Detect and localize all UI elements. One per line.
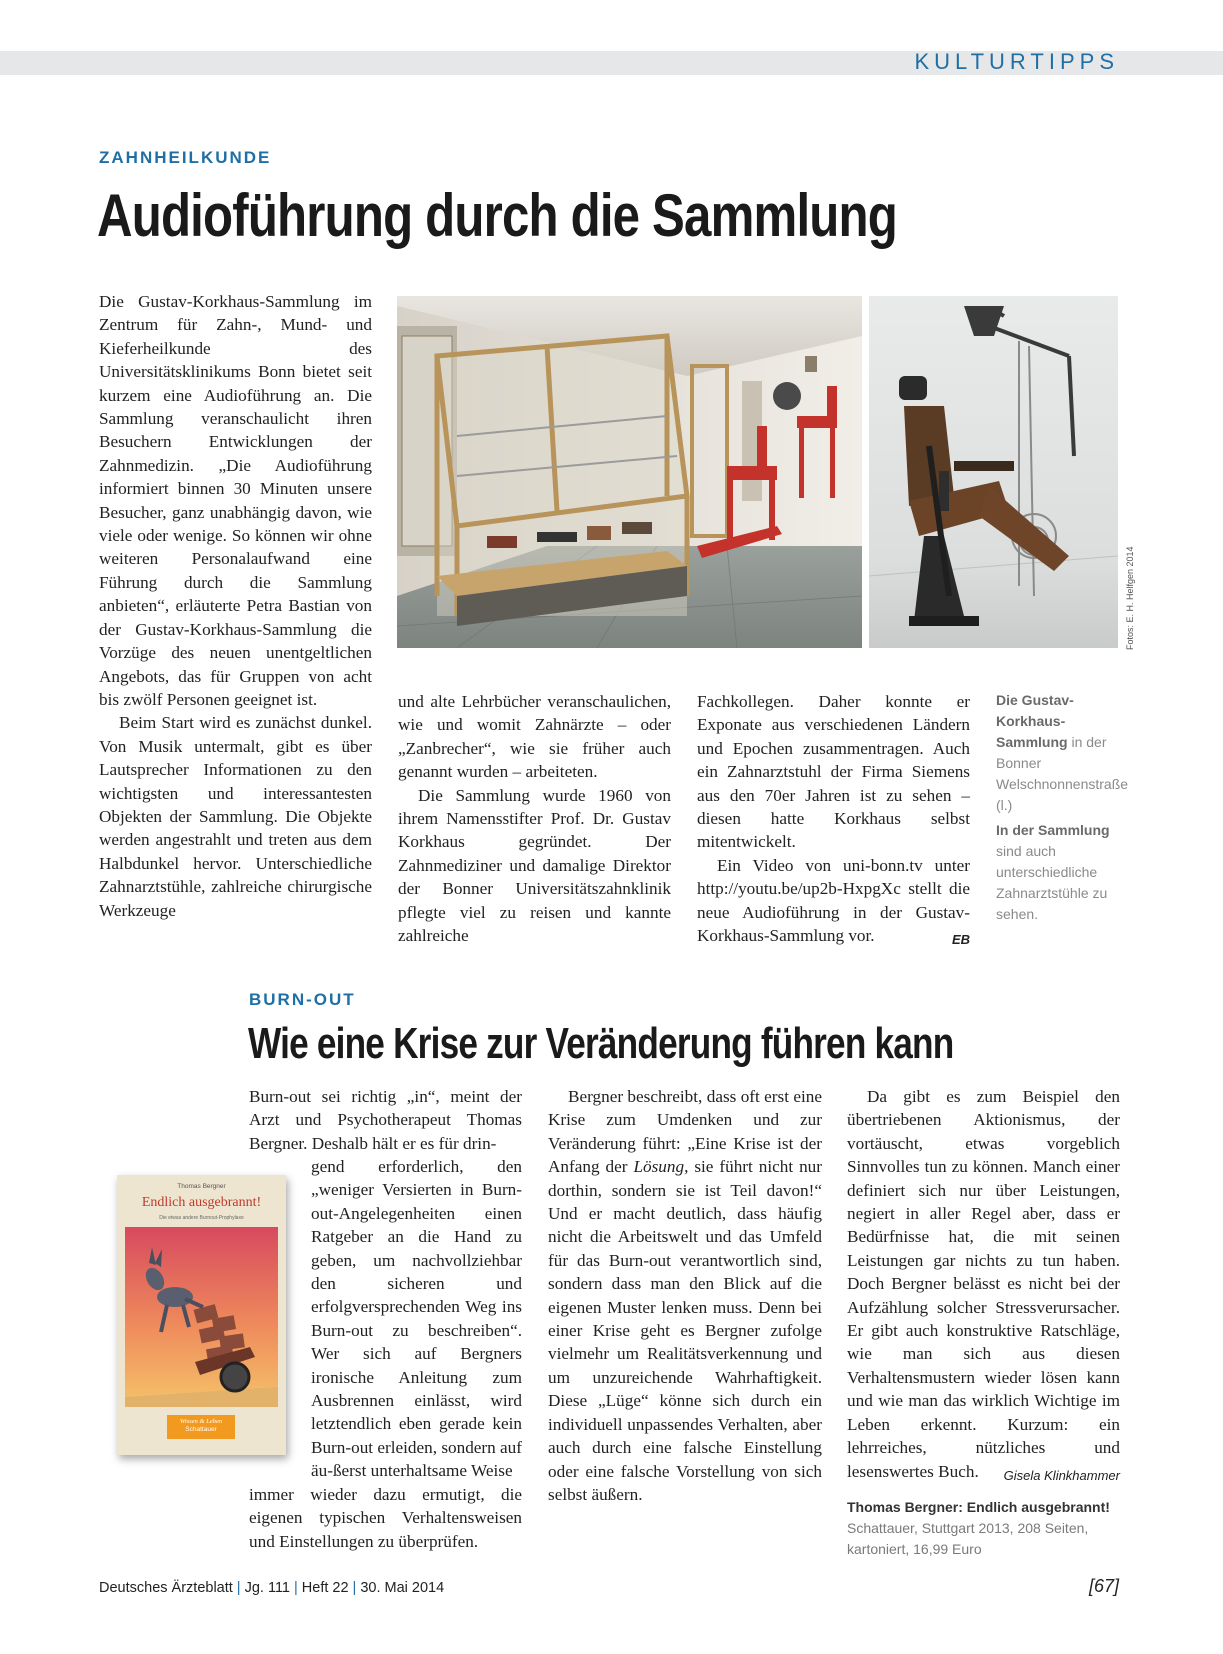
book-info <box>847 1497 1122 1560</box>
article2-col1-wrap: gend erforderlich, den „weniger Versierten in Burn-out-Angelegenheiten einen Ratgeber an die Hand zu geben, um nachvollziehbar den sicheren und erfolgversprechenden Weg ins Burn-out zu beschreiben“. Wer sich auf Bergners ironische Anleitung zum Ausbrennen einlässt, wird letztendlich eben gerade kein Burn-out erleiden, sondern auf äu-ßerst unterhaltsame Weise <box>311 1157 522 1481</box>
article1-col3-paragraph-2 <box>697 854 970 948</box>
article2-col3-text: Da gibt es zum Beispiel den übertriebenen Aktionismus, der vortäuscht, etwas vorgeblich Sinnvolles tun zu können. Manch einer definiert sich nur über Leistungen, negiert in aller Regel aber, dass er Bedürfnisse hat, die mit seinen Leistungen gar nichts zu tun haben. Doch Bergner belässt es nicht bei der Aufzählung solcher Stressverursacher. Er gibt auch konstruktive Ratschläge, wie man sich aus diesen Verhaltensmustern wieder lösen kann und wie man das wirklich Wichtige im Leben erkennt. Kurzum: ein lehrreiches, nützliches und lesenswertes Buch. <box>847 1087 1120 1481</box>
article1-col3-paragraph-1: Fachkollegen. Daher konnte er Exponate aus verschiedenen Ländern und Epochen zusammentragen. Auch ein Zahnarztstuhl der Firma Siemens aus den 70er Jahren ist zu sehen – diesen hatte Korkhaus selbst mitentwickelt. <box>697 692 970 852</box>
page-number: [67] <box>1088 1576 1119 1596</box>
footer-date: 30. Mai 2014 <box>360 1580 445 1596</box>
book-cover-illustration <box>125 1227 278 1407</box>
article1-col2-paragraph-2: Die Sammlung wurde 1960 von ihrem Namensstifter Prof. Dr. Gustav Korkhaus gegründet. Der Zahnmediziner und damalige Direktor der Bonner Universitätszahnklinik pflegte viel zu reisen und kannte zahlreiche <box>398 785 671 946</box>
article1-author: EB <box>951 932 970 948</box>
article2-kicker: BURN-OUT <box>249 990 356 1009</box>
footer-journal: Deutsches Ärzteblatt <box>99 1580 233 1596</box>
caption-1-bold: Die Gustav-Korkhaus-Sammlung <box>996 692 1074 750</box>
article1-col2-paragraph-1: und alte Lehrbücher veranschaulichen, wie und womit Zahnärzte – oder „Zanbrecher“, wie sie früher auch genannt wurden – arbeiteten. <box>398 692 671 782</box>
book-cover-subtitle: Die etwas andere Burnout-Prophylaxe <box>159 1215 244 1221</box>
photo-caption <box>996 690 1130 925</box>
footer-citation: Deutsches Ärzteblatt | Jg. 111 | Heft 22 | 30. Mai 2014 <box>99 1580 445 1596</box>
caption-1-text: in der Bonner Welschnonnenstraße (l.) <box>996 734 1129 813</box>
article2-col2-paragraph <box>548 1085 822 1506</box>
article2-col3-paragraph <box>847 1085 1120 1483</box>
article1-column-1 <box>99 290 372 922</box>
book-cover-title: Endlich ausgebrannt! <box>141 1195 262 1210</box>
footer-volume: Jg. 111 <box>244 1580 290 1596</box>
article1-col1-paragraph-1: Die Gustav-Korkhaus-Sammlung im Zentrum für Zahn-, Mund- und Kieferheilkunde des Universitätsklinikums Bonn bietet seit kurzem eine Audioführung an. Die Sammlung veranschaulicht ihren Besuchern Entwicklungen der Zahnmedizin. „Die Audioführung informiert binnen 30 Minuten unsere Besucher, ganz unabhängig davon, wie viele oder wenige. So können wir ohne weiteren Personalaufwand eine Führung durch die Sammlung anbieten“, erläuterte Petra Bastian von der Gustav-Korkhaus-Sammlung die Vorzüge des neuen unentgeltlichen Angebots, das für Gruppen von acht bis zwölf Personen geeignet ist. <box>99 292 372 709</box>
book-cover-publisher: Schattauer <box>185 1426 217 1433</box>
museum-room-photo <box>397 296 862 648</box>
article1-column-3 <box>697 690 970 951</box>
article1-column-2 <box>398 690 671 947</box>
book-cover-series: Wissen & Leben <box>179 1418 223 1425</box>
book-info-text: Schattauer, Stuttgart 2013, 208 Seiten, kartoniert, 16,99 Euro <box>847 1520 1089 1557</box>
caption-2-text: sind auch unterschiedliche Zahnarztstühle zu sehen. <box>996 843 1108 922</box>
caption-1 <box>996 690 1130 816</box>
article2-col2-italic: Lösung <box>633 1157 685 1177</box>
book-info-bold: Thomas Bergner: Endlich ausgebrannt! <box>847 1499 1110 1515</box>
article2-column-3 <box>847 1085 1120 1487</box>
article1-headline: Audioführung durch die Sammlung <box>97 182 898 249</box>
article1-kicker: ZAHNHEILKUNDE <box>99 148 272 167</box>
book-cover <box>117 1175 286 1455</box>
article2-col1-top: Burn-out sei richtig „in“, meint der Arzt und Psychotherapeut Thomas Bergner. Deshalb hält er es für drin- <box>249 1087 522 1153</box>
article2-col1-bottom: immer wieder dazu ermutigt, die eigenen typischen Verhaltensweisen und Einstellungen zu überprüfen. <box>249 1485 522 1551</box>
article2-author: Gisela Klinkhammer <box>1003 1467 1120 1483</box>
section-label: KULTURTIPPS <box>914 49 1119 74</box>
photo-credit: Fotos: E. H. Helfgen 2014 <box>1125 546 1135 650</box>
article2-col2-text-b: , sie führt nicht nur dorthin, sondern sie ist Teil davon!“ Und er macht deutlich, dass häufig nicht die Arbeitswelt und das Umfeld für das Burn-out verantwortlich sind, sondern dass man den Blick auf die eigenen Muster lenken muss. Denn bei einer Krise geht es Bergner zufolge vielmehr um Realitätsverkennung und um unzureichende Wahrhaftigkeit. Diese „Lüge“ könne sich durch ein individuell unpassendes Verhalten, aber auch durch eine falsche Einstellung oder eine falsche Vorstellung von sich selbst äußern. <box>548 1157 823 1504</box>
book-cover-publisher-badge <box>167 1415 235 1439</box>
dental-chair-illustration <box>869 296 1118 648</box>
dental-chair-photo <box>869 296 1118 648</box>
caption-2 <box>996 820 1130 925</box>
article1-col3-paragraph-2-text: Ein Video von uni-bonn.tv unter http://youtu.be/up2b-HxpgXc stellt die neue Audioführung in der Gustav-Korkhaus-Sammlung vor. <box>697 855 970 946</box>
article1-col1-paragraph-2: Beim Start wird es zunächst dunkel. Von Musik untermalt, gibt es über Lautsprecher Informationen zu den wichtigsten und interessantesten Objekten der Sammlung. Die Objekte werden angestrahlt und treten aus dem Halbdunkel hervor. Unterschiedliche Zahnarztstühle, zahlreiche chirurgische Werkzeuge <box>99 713 372 920</box>
article2-column-2 <box>548 1085 822 1506</box>
museum-room-illustration <box>397 296 862 648</box>
article2-col2-text-a: Bergner beschreibt, dass oft erst eine Krise zum Umdenken und zur Veränderung führt: „Eine Krise ist der Anfang der <box>548 1087 822 1177</box>
footer-issue: Heft 22 <box>301 1580 349 1596</box>
caption-2-bold: In der Sammlung <box>996 822 1110 838</box>
article2-headline: Wie eine Krise zur Veränderung führen kann <box>248 1019 954 1068</box>
book-cover-author: Thomas Bergner <box>177 1183 226 1190</box>
